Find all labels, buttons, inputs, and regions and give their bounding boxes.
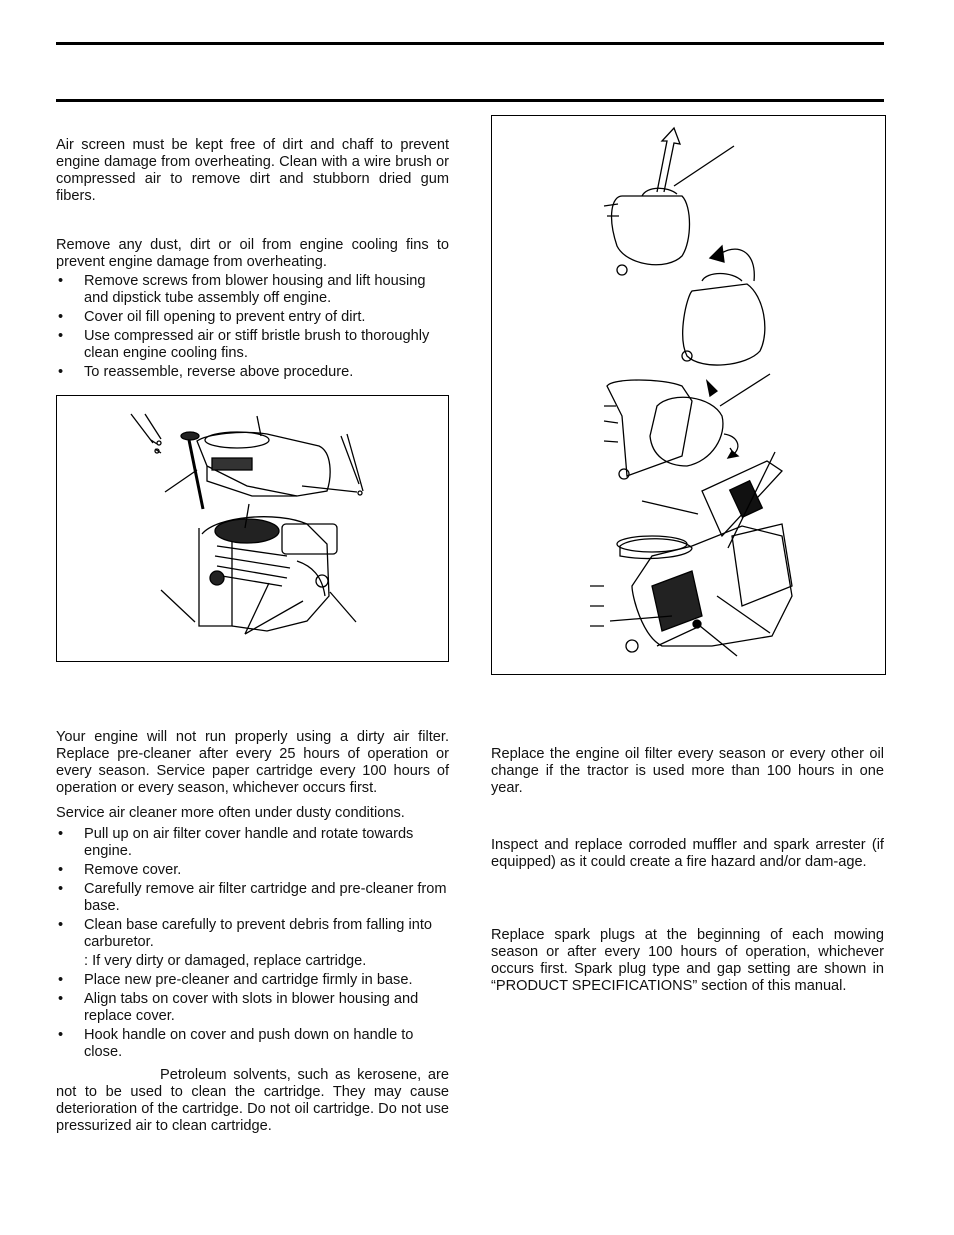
list-item: • Align tabs on cover with slots in blower housing and replace cover. xyxy=(56,991,449,1025)
air-filter-illustration xyxy=(492,116,884,673)
cooling-fins-intro: Remove any dust, dirt or oil from engine cooling fins to prevent engine damage from overheating. xyxy=(56,237,449,270)
list-item: • Place new pre-cleaner and cartridge firmly in base. xyxy=(56,972,449,989)
spark-plugs-section xyxy=(491,927,884,1003)
list-item: • Use compressed air or stiff bristle brush to thoroughly clean engine cooling fins. xyxy=(56,328,449,362)
air-filter-section xyxy=(56,729,449,1143)
list-item: • Clean base carefully to prevent debris from falling into carburetor. xyxy=(56,917,449,951)
spark-plugs-paragraph: Replace spark plugs at the beginning of each mowing season or after every 100 hours of operation, whichever occurs first. Spark plug type and gap setting are shown in “PRODUCT SPECIFICATIONS” section of this manual. xyxy=(491,927,884,994)
list-item: • Remove screws from blower housing and lift housing and dipstick tube assembly off engine. xyxy=(56,273,449,307)
list-item: • To reassemble, reverse above procedure. xyxy=(56,364,449,381)
air-filter-steps-b xyxy=(56,972,449,1061)
air-filter-note: : If very dirty or damaged, replace cartridge. xyxy=(84,953,367,969)
list-item: • Remove cover. xyxy=(56,862,449,879)
air-filter-intro: Your engine will not run properly using a dirty air filter. Replace pre-cleaner after every 25 hours of operation or every season. Service paper cartridge every 100 hours of operation or every season, whichever occurs first. xyxy=(56,729,449,796)
list-item: • Carefully remove air filter cartridge and pre-cleaner from base. xyxy=(56,881,449,915)
air-filter-steps-a xyxy=(56,826,449,951)
cooling-section xyxy=(56,137,449,213)
cooling-fins-section xyxy=(56,237,449,383)
air-filter-warning: Petroleum solvents, such as kerosene, are not to be used to clean the cartridge. They may cause deterioration of the cartridge. Do not oil cartridge. Do not use pressurized air to clean cartridge. xyxy=(56,1067,449,1134)
list-item: • Cover oil fill opening to prevent entry of dirt. xyxy=(56,309,449,326)
cooling-steps-list xyxy=(56,273,449,381)
header-rule xyxy=(56,99,884,102)
air-screen-paragraph: Air screen must be kept free of dirt and chaff to prevent engine damage from overheating. Clean with a wire brush or compressed air to remove dirt and stubborn dried gum fibers. xyxy=(56,137,449,204)
list-item: • Hook handle on cover and push down on handle to close. xyxy=(56,1027,449,1061)
oil-filter-paragraph: Replace the engine oil filter every season or every other oil change if the tractor is used more than 100 hours in one year. xyxy=(491,746,884,796)
list-item: • Pull up on air filter cover handle and rotate towards engine. xyxy=(56,826,449,860)
top-rule xyxy=(56,42,884,45)
air-filter-illustration-frame xyxy=(491,115,886,675)
engine-illustration-frame xyxy=(56,395,449,662)
oil-filter-section xyxy=(491,746,884,805)
air-filter-dusty: Service air cleaner more often under dusty conditions. xyxy=(56,805,405,821)
muffler-section xyxy=(491,837,884,879)
engine-illustration xyxy=(57,396,447,660)
muffler-paragraph: Inspect and replace corroded muffler and spark arrester (if equipped) as it could create a fire hazard and/or dam-age. xyxy=(491,837,884,870)
